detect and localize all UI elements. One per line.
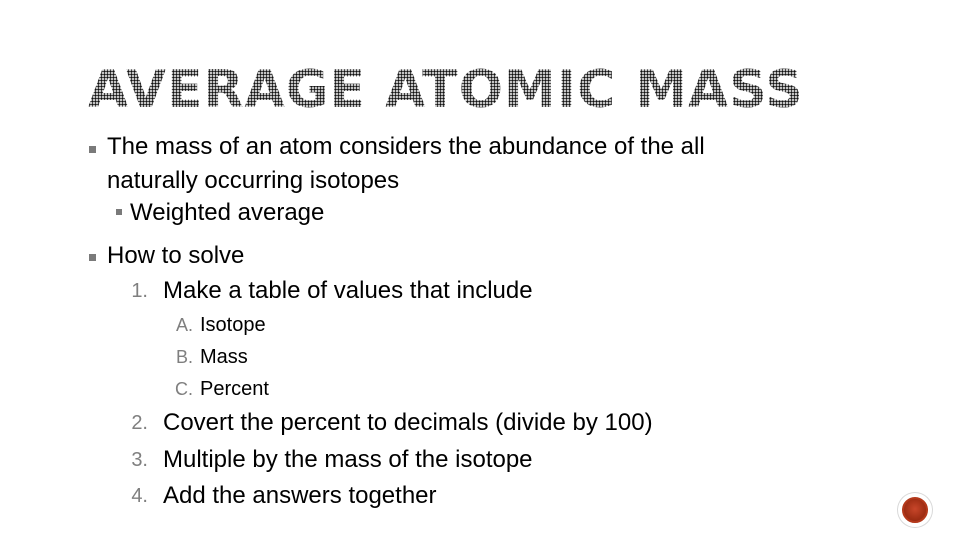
- step-number: 4.: [131, 485, 148, 507]
- step-number: 1.: [131, 280, 148, 302]
- substep-text: Isotope: [200, 314, 266, 336]
- circle-badge-icon: [898, 493, 932, 527]
- step-text: Make a table of values that include: [163, 277, 533, 304]
- step-text: Multiple by the mass of the isotope: [163, 446, 533, 473]
- bullet-square-icon: [89, 254, 96, 261]
- step-number: 2.: [131, 412, 148, 434]
- substep-letter: B.: [175, 347, 193, 367]
- substep-letter: C.: [175, 379, 193, 399]
- substep-text: Mass: [200, 346, 248, 368]
- bullet-text-continued: naturally occurring isotopes: [107, 167, 400, 194]
- step-number: 3.: [131, 449, 148, 471]
- bullet-square-icon: [89, 146, 96, 153]
- circle-badge-inner: [902, 497, 928, 523]
- step-text: Covert the percent to decimals (divide by 100): [163, 409, 653, 436]
- sub-bullet-text: Weighted average: [130, 199, 325, 226]
- step-text: Add the answers together: [163, 482, 437, 509]
- substep-letter: A.: [175, 315, 193, 335]
- bullet-text: How to solve: [107, 242, 245, 269]
- slide-title: AVERAGE ATOMIC MASS: [88, 60, 804, 120]
- sub-bullet-square-icon: [116, 209, 122, 215]
- bullet-text: The mass of an atom considers the abundance of the all: [107, 133, 705, 160]
- substep-text: Percent: [200, 378, 269, 400]
